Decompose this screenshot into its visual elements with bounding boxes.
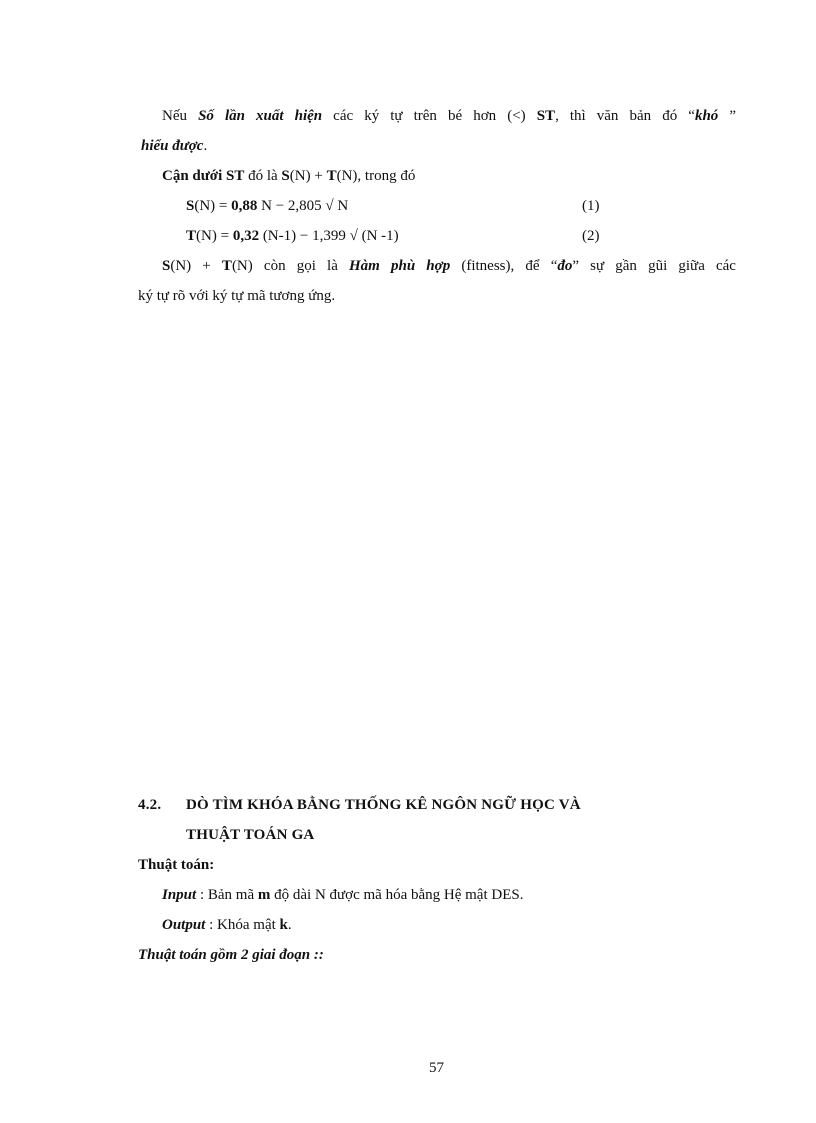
text: các ký tự trên bé hơn (<) — [322, 108, 537, 124]
text: Bản mã — [207, 887, 258, 903]
text: Khóa mật — [217, 917, 280, 933]
section-title-line-1: DÒ TÌM KHÓA BẰNG THỐNG KÊ NGÔN NGỮ HỌC VÀ — [186, 797, 581, 813]
algorithm-heading: Thuật toán: — [138, 857, 215, 873]
coefficient: 0,32 — [232, 228, 260, 244]
emphasis-hieu-duoc: hiểu được — [141, 138, 204, 154]
text: độ dài N được mã hóa bằng Hệ mật DES. — [270, 887, 524, 903]
coefficient: 0,88 — [231, 198, 258, 214]
text: . — [287, 917, 292, 933]
paragraph-1-line-2 — [141, 136, 207, 156]
text: N − 2,805 √ N — [257, 198, 349, 214]
text: (N), trong đó — [336, 168, 416, 184]
key-var: k — [279, 917, 288, 933]
emphasis-term: Số lần xuất hiện — [198, 108, 323, 124]
section-number: 4.2. — [138, 797, 162, 813]
algorithm-input — [162, 885, 523, 905]
s-symbol: S — [186, 198, 195, 214]
text: . — [203, 138, 208, 154]
section-title-line-2: THUẬT TOÁN GA — [186, 827, 315, 843]
paragraph-3-line-1 — [162, 256, 736, 276]
emphasis-ham-phu-hop: Hàm phù hợp — [349, 258, 451, 274]
text: (fitness), để “ — [450, 258, 558, 274]
t-symbol: T — [221, 258, 232, 274]
text: Nếu — [162, 108, 199, 124]
lower-bound-term: Cận dưới ST — [162, 168, 245, 184]
text: đó là — [244, 168, 282, 184]
paragraph-3-line-2: ký tự rõ với ký tự mã tương ứng. — [138, 288, 336, 304]
s-symbol: S — [281, 168, 290, 184]
formula-2 — [186, 226, 399, 246]
output-label: Output — [162, 917, 206, 933]
t-symbol: T — [186, 228, 197, 244]
s-symbol: S — [162, 258, 171, 274]
emphasis-do: đo — [557, 258, 573, 274]
page-number: 57 — [429, 1060, 444, 1076]
text: (N) = — [196, 228, 233, 244]
text: (N) + — [170, 258, 222, 274]
algorithm-output — [162, 915, 292, 935]
emphasis-kho: khó — [694, 108, 719, 124]
formula-1-number: (1) — [582, 198, 600, 214]
algorithm-phases: Thuật toán gồm 2 giai đoạn :: — [138, 947, 324, 963]
text: (N) = — [194, 198, 232, 214]
text: ” — [718, 108, 736, 124]
ciphertext-var: m — [257, 887, 271, 903]
input-label: Input — [162, 887, 197, 903]
text: ” sự gần gũi giữa các — [572, 258, 736, 274]
st-term: ST — [536, 108, 556, 124]
paragraph-1-line-1 — [162, 106, 736, 126]
t-symbol: T — [326, 168, 337, 184]
text: (N) còn gọi là — [231, 258, 349, 274]
text: : — [205, 917, 218, 933]
text: (N-1) − 1,399 √ (N -1) — [259, 228, 399, 244]
formula-1 — [186, 196, 348, 216]
formula-2-number: (2) — [582, 228, 600, 244]
text: : — [196, 887, 208, 903]
text: , thì văn bản đó “ — [555, 108, 695, 124]
paragraph-2 — [162, 166, 415, 186]
text: (N) + — [289, 168, 327, 184]
